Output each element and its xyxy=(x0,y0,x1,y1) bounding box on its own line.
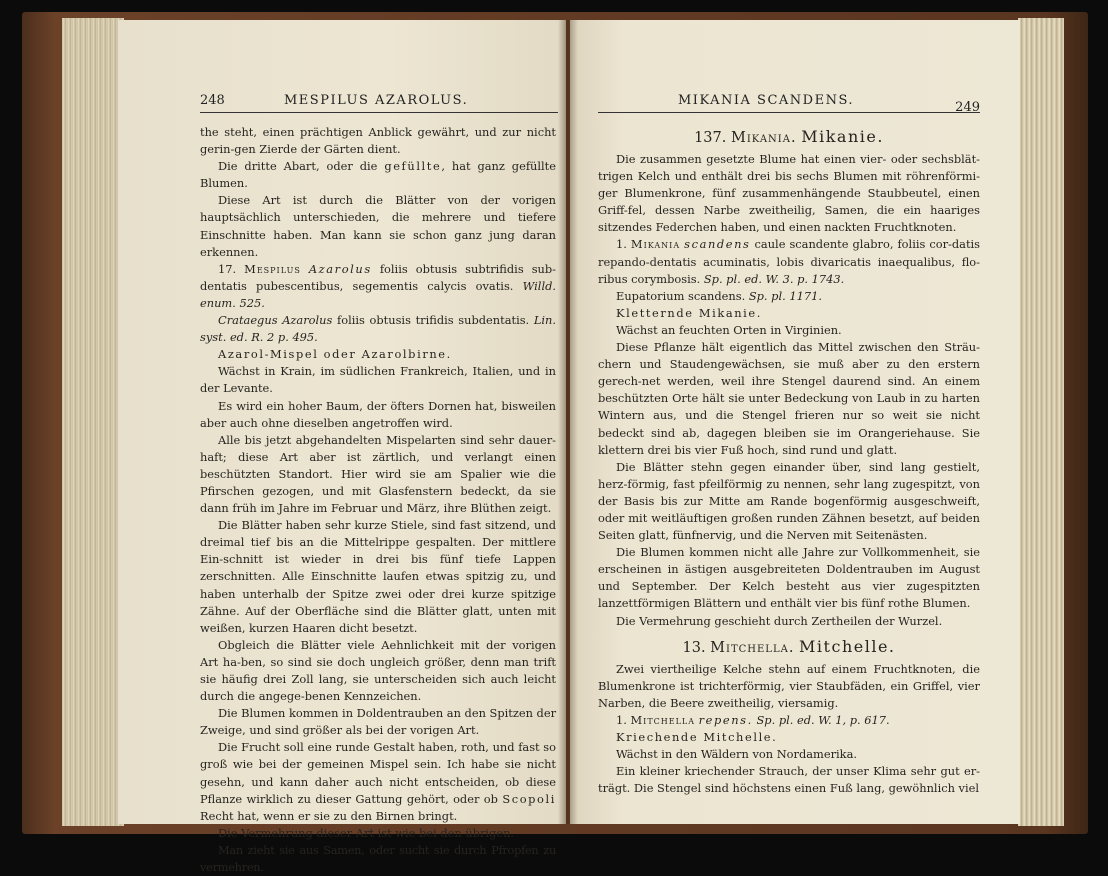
paragraph: Diese Pflanze hält eigentlich das Mittel zwischen den Sträu-chern und Staudengewächsen, sie muß aber zu den erstern gerech-net werden, weil ihre Stengel daurend sind. An einem beschützten Orte hält sie unter Bedeckung von Laub in zu harten Wintern aus, und die Stengel frieren nur so weit sie nicht bedeckt sind ab, dagegen bleiben sie im Orangeriehause. Sie klettern drei bis vier Fuß hoch, sind rund und glatt. xyxy=(598,340,980,457)
species-entry xyxy=(598,712,980,729)
species-number: 1. xyxy=(616,712,627,727)
paragraph: Die zusammen gesetzte Blume hat einen vier- oder sechsblät-trigen Kelch und enthält drei bis sechs Blumen mit röhrenförmi-ger Blumenkrone, fünf zusammenhängende Staubbeutel, einen Griff-fel, dessen Narbe zweitheilig, Samen, die ein haariges sitzendes Federchen haben, und einen nackten Fruchtknoten. xyxy=(598,152,980,235)
right-page-header xyxy=(598,90,980,113)
synonym-name: Crataegus Azarolus xyxy=(218,313,333,328)
text-run: Recht hat, wenn er sie zu den Birnen bringt. xyxy=(200,808,458,823)
synonym-name: Eupatorium scandens. xyxy=(616,288,746,303)
synonym-entry xyxy=(200,312,556,346)
paragraph: Wächst in Krain, im südlichen Frankreich, Italien, und in der Levante. xyxy=(200,364,556,396)
paragraph: Alle bis jetzt abgehandelten Mispelarten sind sehr dauer-haft; diese Art aber ist zärtlich, und verlangt einen beschützten Standort. Hier wird sie am Spalier wie die Pfirschen gezogen, und mit Glasfenstern bedeckt, da sie dann früh im Jahre im Februar und März, ihre Blüthen zeigt. xyxy=(200,432,556,516)
species-number: 1. xyxy=(616,237,627,252)
paragraph: Die Blätter stehn gegen einander über, sind lang gestielt, herz-förmig, fast pfeilförmig zu nennen, sehr lang zugespitzt, von der Basis bis zur Mitte am Rande bogenförmig ausgeschweift, oder mit weitläuftigen großen runden Zähnen besetzt, auf beiden Seiten glatt, fünfnervig, und die Nerven mit Seitenästen. xyxy=(598,459,980,543)
species-entry xyxy=(598,236,980,287)
page-number: 248 xyxy=(200,93,225,108)
genus-number: 137. xyxy=(694,130,727,146)
synonym-entry xyxy=(598,288,980,305)
paragraph: Die Vermehrung geschieht durch Zertheilen der Wurzel. xyxy=(616,613,943,628)
paragraph xyxy=(200,158,556,192)
paragraph: the steht, einen prächtigen Anblick gewährt, und zur nicht gerin-gen Zierde der Gärten dient. xyxy=(200,125,556,157)
genus-name: Mikania xyxy=(630,237,681,252)
genus-name: Mespilus xyxy=(244,261,301,276)
left-page-edges xyxy=(62,18,124,826)
genus-number: 13. xyxy=(682,639,706,656)
genus-german: Mikanie. xyxy=(801,127,884,146)
page-number: 249 xyxy=(955,100,980,115)
paragraph: Diese Art ist durch die Blätter von der vorigen hauptsächlich unterschieden, die mehrere und tiefere Einschnitte haben. Man kann sie schon ganz jung daran erkennen. xyxy=(200,193,556,259)
running-title: MESPILUS AZAROLUS. xyxy=(284,93,469,108)
paragraph: Obgleich die Blätter viele Aehnlichkeit mit der vorigen Art ha-ben, so sind sie doch ungleich größer, denn man trift sie häufig drei Zoll lang, sie unterscheiden sich auch leicht durch die angege-benen Kennzeichen. xyxy=(200,637,556,704)
right-page-edges xyxy=(1018,18,1064,826)
reference: Sp. pl. ed. W. 3. p. 1743. xyxy=(703,271,845,286)
right-page xyxy=(570,20,1020,824)
text-run: foliis obtusis trifidis subdentatis. xyxy=(337,313,530,328)
species-name: Azarolus xyxy=(308,261,372,276)
reference: Willd. enum. 525. xyxy=(200,278,557,310)
paragraph: Die Blätter haben sehr kurze Stiele, sind fast sitzend, und dreimal tief bis an die Mittelrippe gespalten. Der mittlere Ein-schnitt ist wieder in drei bis fünf tiefe Lappen zerschnitten. Alle Einschnitte laufen etwas spitzig zu, und haben unterhalb der Spitze zwei oder drei kurze spitzige Zähne. Auf der Oberfläche sind die Blätter glatt, unten mit weißen, kurzen Haaren dicht besetzt. xyxy=(200,518,556,635)
common-name: Kriechende Mitchelle. xyxy=(616,730,778,744)
genus-heading xyxy=(598,126,980,149)
paragraph: Ein kleiner kriechender Strauch, der unser Klima sehr gut er-trägt. Die Stengel sind höchstens einen Fuß lang, gewöhnlich viel xyxy=(598,764,980,796)
paragraph xyxy=(200,739,556,824)
spaced-text: Scopoli xyxy=(502,791,557,806)
genus-latin: Mikania. xyxy=(730,130,797,146)
text-run: foliis obtusis subtrifidis sub-dentatis pubescentibus, segementis calycis ovatis. xyxy=(200,261,557,293)
species-name: scandens xyxy=(684,237,751,252)
species-name: repens. xyxy=(698,712,753,727)
paragraph: Man zieht sie aus Samen, oder sucht sie durch Pfropfen zu vermehren. xyxy=(200,842,556,875)
common-name: Azarol-Mispel oder Azarolbirne. xyxy=(218,347,452,362)
paragraph: Zwei viertheilige Kelche stehn auf einem Fruchtknoten, die Blumenkrone ist trichterförmig, vier Staubfäden, ein Griffel, vier Narben, die Beere zweitheilig, viersamig. xyxy=(598,661,980,710)
species-entry xyxy=(200,261,556,312)
text-run: , hat ganz gefüllte Blumen. xyxy=(200,159,556,191)
reference: Sp. pl. 1171. xyxy=(748,288,822,303)
running-title: MIKANIA SCANDENS. xyxy=(678,93,855,108)
reference: Lin. syst. ed. R. 2 p. 495. xyxy=(200,313,557,345)
book-gutter xyxy=(558,20,578,824)
paragraph: Wächst in den Wäldern von Nordamerika. xyxy=(616,747,857,762)
paragraph: Die Vermehrung dieser Art ist wie bei den übrigen. xyxy=(218,825,515,840)
genus-german: Mitchelle. xyxy=(799,636,896,656)
paragraph: Es wird ein hoher Baum, der öfters Dornen hat, bisweilen aber auch ohne dieselben angetroffen wird. xyxy=(200,398,556,430)
paragraph: Die Blumen kommen nicht alle Jahre zur Vollkommenheit, sie erscheinen in ästigen ausgebreiteten Doldentrauben im August und September. Der Kelch besteht aus vier zugespitzten lanzettförmigen Blättern und enthält vier bis fünf rothe Blumen. xyxy=(598,545,980,611)
right-page-text xyxy=(598,124,980,797)
left-page-header xyxy=(200,90,558,113)
common-name: Kletternde Mikanie. xyxy=(616,305,762,320)
left-page xyxy=(118,20,566,875)
left-page-text xyxy=(200,124,556,876)
genus-name: Mitchella xyxy=(630,712,695,727)
species-number: 17. xyxy=(218,261,237,276)
reference: Sp. pl. ed. W. 1, p. 617. xyxy=(756,712,890,727)
genus-heading xyxy=(598,636,980,659)
paragraph: Die Blumen kommen in Doldentrauben an den Spitzen der Zweige, und sind größer als bei der vorigen Art. xyxy=(200,706,557,738)
spaced-text: gefüllte xyxy=(384,159,442,174)
paragraph: Wächst an feuchten Orten in Virginien. xyxy=(616,322,842,337)
text-run: Die dritte Abart, oder die xyxy=(218,159,378,174)
text-run: Die Frucht soll eine runde Gestalt haben, roth, und fast so groß wie bei der gemeinen Mispel sein. Ich habe sie nicht gesehn, und kann daher auch nicht entscheiden, ob diese Pflanze wirklich zu dieser Gattung gehört, oder ob xyxy=(200,740,556,806)
genus-latin: Mitchella. xyxy=(710,639,795,656)
text-run: caule scandente glabro, foliis cor-datis repando-dentatis acuminatis, lobis divaricatis inaequalibus, flo-ribus corymbosis. xyxy=(598,237,981,286)
